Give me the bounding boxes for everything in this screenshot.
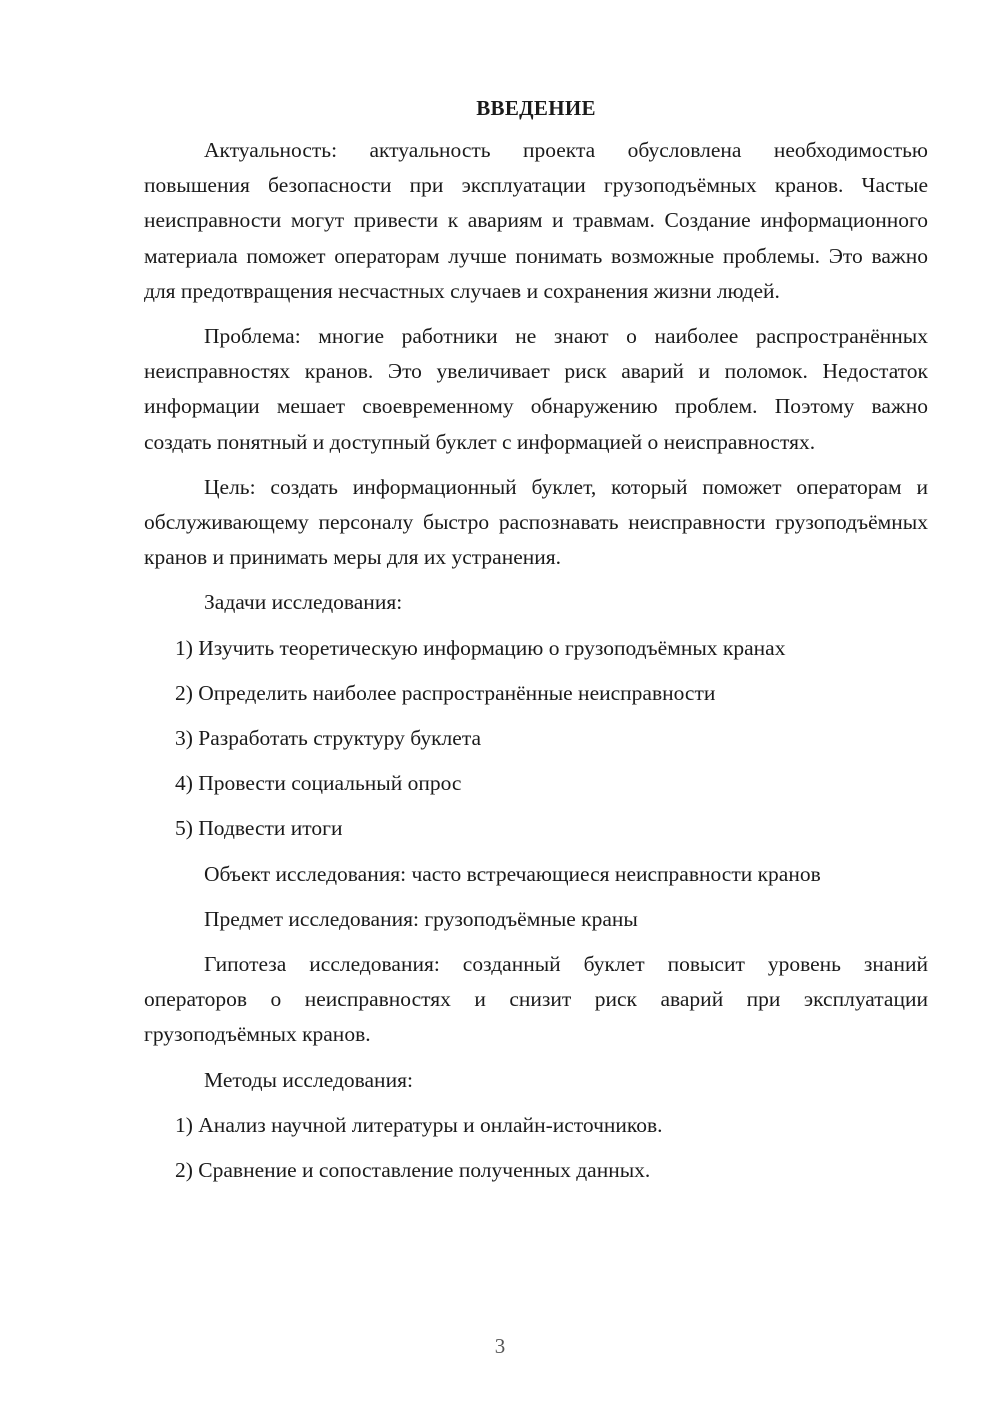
problem-paragraph: Проблема: многие работники не знают о наиболее распространённых неисправностях кранов. Это увеличивает риск аварий и поломок. Недостаток информации мешает своевременному обнаружению проблем. Поэтому важно создать понятный и доступный буклет с информацией о неисправностях. <box>144 324 928 454</box>
task-item: 3) Разработать структуру буклета <box>175 726 482 751</box>
hypothesis-paragraph: Гипотеза исследования: созданный буклет повысит уровень знаний операторов о неисправностях и снизит риск аварий при эксплуатации грузоподъёмных кранов. <box>144 952 928 1047</box>
page-number: 3 <box>494 1334 506 1358</box>
task-item: 4) Провести социальный опрос <box>175 771 462 796</box>
methods-heading: Методы исследования: <box>204 1067 413 1092</box>
task-item: 1) Изучить теоретическую информацию о грузоподъёмных кранах <box>175 635 786 660</box>
document-page <box>144 96 928 1198</box>
tasks-heading: Задачи исследования: <box>204 590 403 615</box>
task-item: 5) Подвести итоги <box>175 816 343 841</box>
object-line: Объект исследования: часто встречающиеся неисправности кранов <box>204 861 821 886</box>
page-title: ВВЕДЕНИЕ <box>476 96 596 120</box>
method-item: 2) Сравнение и сопоставление полученных данных. <box>175 1158 651 1183</box>
method-item: 1) Анализ научной литературы и онлайн-источников. <box>175 1112 663 1137</box>
task-item: 2) Определить наиболее распространённые неисправности <box>175 680 716 705</box>
relevance-paragraph: Актуальность: актуальность проекта обусловлена необходимостью повышения безопасности при эксплуатации грузоподъёмных кранов. Частые неисправности могут привести к авариям и травмам. Создание информационного материала поможет операторам лучше понимать возможные проблемы. Это важно для предотвращения несчастных случаев и сохранения жизни людей. <box>144 138 928 303</box>
subject-line: Предмет исследования: грузоподъёмные краны <box>204 906 638 931</box>
goal-paragraph: Цель: создать информационный буклет, который поможет операторам и обслуживающему персоналу быстро распознавать неисправности грузоподъёмных кранов и принимать меры для их устранения. <box>144 474 928 570</box>
